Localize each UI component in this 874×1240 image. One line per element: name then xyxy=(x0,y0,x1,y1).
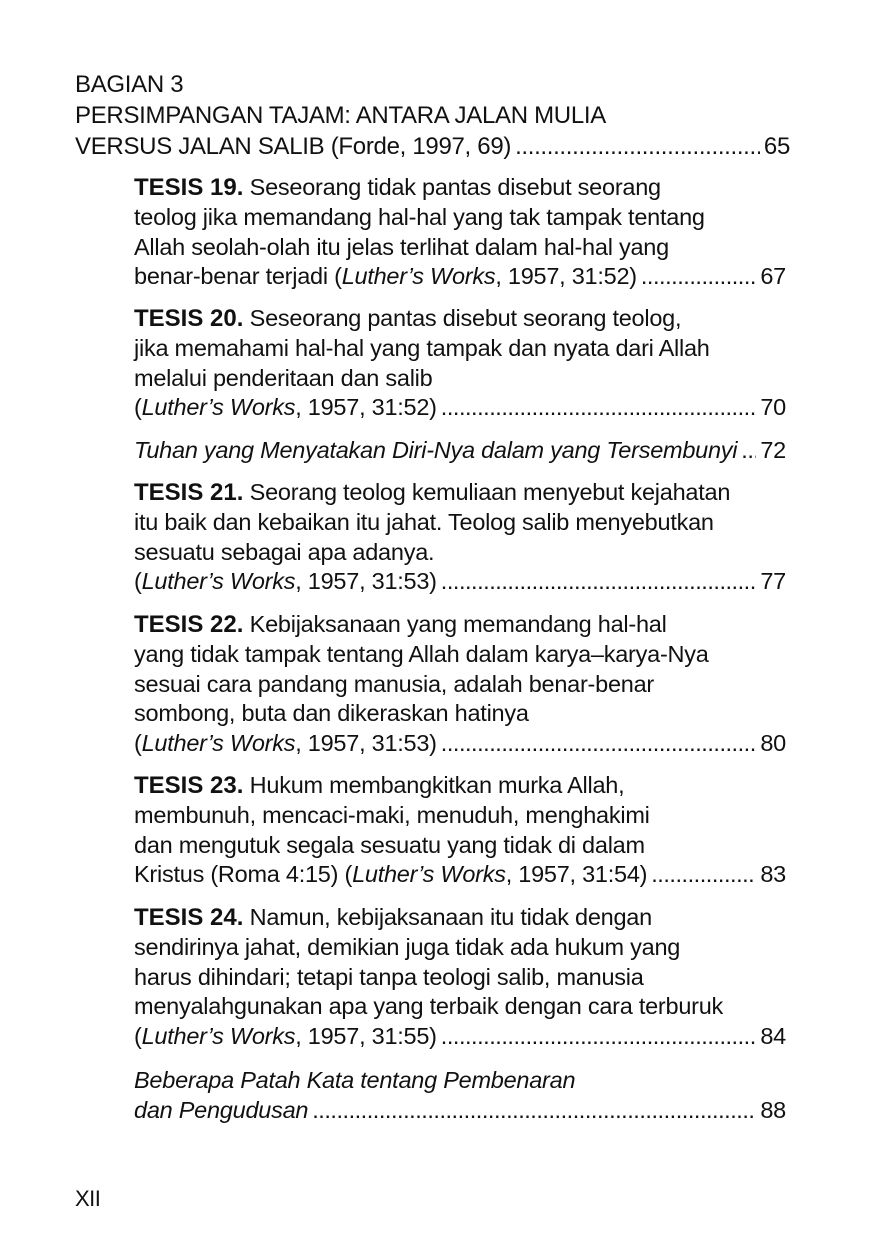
toc-entry-subsection-justification[interactable] xyxy=(134,1066,786,1126)
citation-title: Luther’s Works xyxy=(141,394,296,421)
entry-text: , 1957, 31:52) xyxy=(295,394,437,421)
entry-text: harus dihindari; tetapi tanpa teologi salib, manusia xyxy=(134,963,644,990)
thesis-label: TESIS 20. xyxy=(134,305,244,332)
entry-text: Seseorang pantas disebut seorang teolog, xyxy=(243,305,682,331)
page-number[interactable]: 80 xyxy=(760,730,786,757)
toc-entry-thesis-20[interactable] xyxy=(134,304,786,423)
section-title-line: PERSIMPANGAN TAJAM: ANTARA JALAN MULIA xyxy=(75,102,606,129)
section-title-line: VERSUS JALAN SALIB (Forde, 1997, 69) xyxy=(75,133,512,160)
thesis-label: TESIS 21. xyxy=(134,479,244,506)
entry-leader xyxy=(134,1096,786,1126)
thesis-label: TESIS 24. xyxy=(134,904,244,931)
dot-leader xyxy=(515,131,760,162)
entry-text: ( xyxy=(134,394,142,421)
dot-leader xyxy=(651,860,756,890)
dot-leader xyxy=(441,567,757,597)
entry-text: ( xyxy=(134,568,142,595)
entry-text: ( xyxy=(134,1023,142,1050)
entry-text: sesuatu sebagai apa adanya. xyxy=(134,538,435,565)
thesis-label: TESIS 19. xyxy=(134,174,244,201)
toc-entry-thesis-21[interactable] xyxy=(134,478,786,597)
entry-text: Hukum membangkitkan murka Allah, xyxy=(243,772,625,798)
subsection-title: Tuhan yang Menyatakan Diri-Nya dalam yang Tersembunyi xyxy=(134,437,738,463)
entry-text: sesuai cara pandang manusia, adalah benar-benar xyxy=(134,670,654,697)
citation-title: Luther’s Works xyxy=(352,861,506,888)
entry-text: , 1957, 31:54) xyxy=(505,861,648,888)
page-number[interactable]: 70 xyxy=(760,394,786,421)
dot-leader xyxy=(641,262,756,292)
entry-leader xyxy=(134,393,786,423)
page-number[interactable]: 72 xyxy=(760,437,786,463)
entry-text: Namun, kebijaksanaan itu tidak dengan xyxy=(243,904,652,930)
entry-text: itu baik dan kebaikan itu jahat. Teolog salib menyebutkan xyxy=(134,508,714,535)
entry-text: melalui penderitaan dan salib xyxy=(134,364,433,391)
entry-text: ( xyxy=(134,730,142,757)
entry-text: teolog jika memandang hal-hal yang tak tampak tentang xyxy=(134,203,705,230)
entry-text: Allah seolah-olah itu jelas terlihat dalam hal-hal yang xyxy=(134,233,669,260)
toc-entry-thesis-23[interactable] xyxy=(134,771,786,890)
folio-page-number: XII xyxy=(75,1186,101,1211)
entry-leader xyxy=(134,436,786,466)
entry-leader xyxy=(134,262,786,292)
section-heading xyxy=(75,69,790,162)
section-part-label: BAGIAN 3 xyxy=(75,71,184,98)
page-number[interactable]: 67 xyxy=(760,263,786,290)
entry-text: Kebijaksanaan yang memandang hal-hal xyxy=(243,611,667,637)
toc-entry-subsection-hidden-god[interactable] xyxy=(134,436,786,466)
dot-leader xyxy=(441,729,757,759)
thesis-label: TESIS 23. xyxy=(134,772,244,799)
entry-leader xyxy=(134,567,786,597)
entry-text: menyalahgunakan apa yang terbaik dengan cara terburuk xyxy=(134,993,724,1020)
entry-text: Kristus (Roma 4:15) ( xyxy=(134,861,353,888)
entry-text: membunuh, mencaci-maki, menuduh, menghakimi xyxy=(134,801,650,828)
entry-text: , 1957, 31:52) xyxy=(495,263,637,290)
citation-title: Luther’s Works xyxy=(141,568,296,595)
entry-leader xyxy=(134,729,786,759)
entry-leader xyxy=(134,1022,786,1052)
entry-text: yang tidak tampak tentang Allah dalam karya–karya-Nya xyxy=(134,640,709,667)
toc-entry-thesis-24[interactable] xyxy=(134,903,786,1052)
toc-entry-thesis-22[interactable] xyxy=(134,610,786,759)
entry-text: jika memahami hal-hal yang tampak dan nyata dari Allah xyxy=(134,334,710,361)
entry-text: Seseorang tidak pantas disebut seorang xyxy=(243,174,661,200)
subsection-title: dan Pengudusan xyxy=(134,1096,309,1123)
dot-leader xyxy=(441,1022,757,1052)
entry-text: , 1957, 31:55) xyxy=(295,1023,437,1050)
page-number[interactable]: 84 xyxy=(760,1023,786,1050)
entry-text: benar-benar terjadi ( xyxy=(134,263,342,290)
entry-text: dan mengutuk segala sesuatu yang tidak di dalam xyxy=(134,831,645,858)
subsection-title: Beberapa Patah Kata tentang Pembenaran xyxy=(134,1067,576,1093)
entry-text: , 1957, 31:53) xyxy=(295,568,437,595)
page-number[interactable]: 77 xyxy=(760,568,786,595)
toc-entry-thesis-19[interactable] xyxy=(134,173,786,292)
page-number[interactable]: 83 xyxy=(760,861,786,888)
entry-text: sendirinya jahat, demikian juga tidak ada hukum yang xyxy=(134,933,681,960)
dot-leader xyxy=(312,1096,756,1126)
dot-leader xyxy=(441,393,757,423)
citation-title: Luther’s Works xyxy=(141,1023,296,1050)
citation-title: Luther’s Works xyxy=(341,263,496,290)
dot-leader xyxy=(741,436,756,466)
page-number[interactable]: 65 xyxy=(763,133,790,160)
thesis-label: TESIS 22. xyxy=(134,611,244,638)
entry-leader xyxy=(134,860,786,890)
entry-text: , 1957, 31:53) xyxy=(295,730,437,757)
page-number[interactable]: 88 xyxy=(760,1096,786,1123)
citation-title: Luther’s Works xyxy=(141,730,296,757)
entry-text: Seorang teolog kemuliaan menyebut kejahatan xyxy=(243,479,731,505)
entry-text: sombong, buta dan dikeraskan hatinya xyxy=(134,700,529,727)
section-title-leader xyxy=(75,131,790,162)
